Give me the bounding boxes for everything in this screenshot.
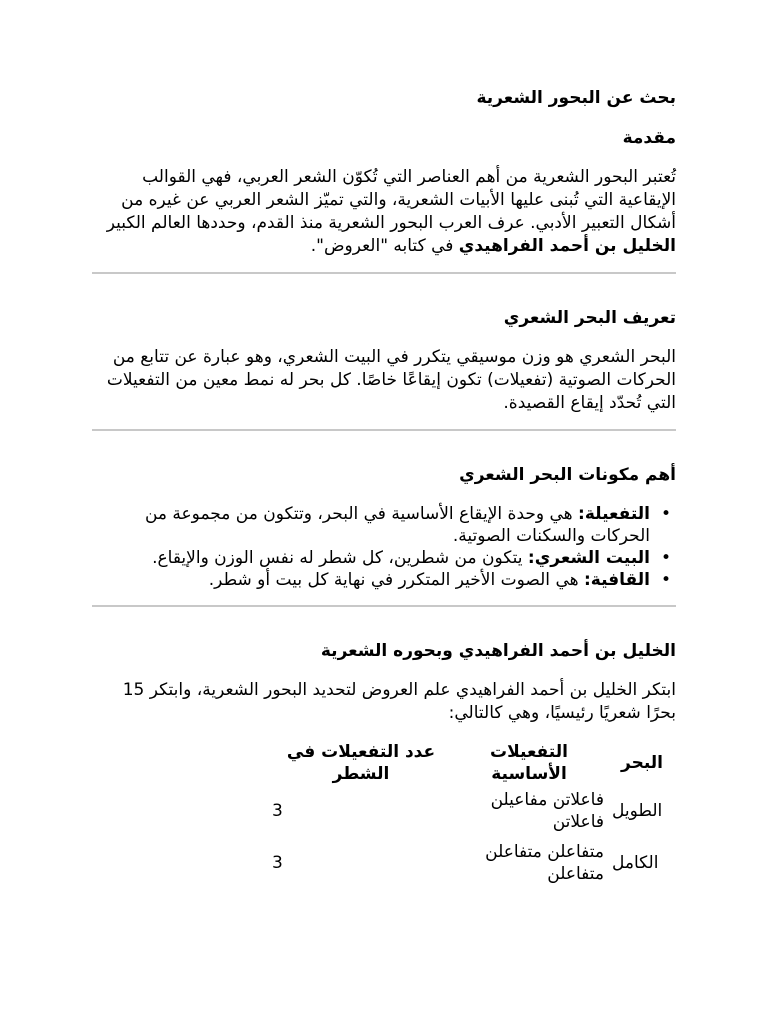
table-header-cell: التفعيلات الأساسية — [490, 742, 568, 784]
intro-text-before: تُعتبر البحور الشعرية من أهم العناصر التي تُكوّن الشعر العربي، فهي القوالب الإيقاعية التي تُبنى عليها الأبيات الشعرية، والتي تميّز الشعر العربي عن غيره من أشكال التعبير الأدبي. عرف العرب البحور الشعرية منذ القدم، وحددها العالم الكبير — [106, 167, 676, 233]
table-header-cell: البحر — [621, 753, 663, 773]
khalil-paragraph: ابتكر الخليل بن أحمد الفراهيدي علم العروض لتحديد البحور الشعرية، وابتكر 15 بحرًا شعريًا رئيسيًا، وهي كالتالي: — [122, 680, 676, 723]
list-item-desc: هي الصوت الأخير المتكرر في نهاية كل بيت أو شطر. — [208, 570, 584, 590]
table-row — [272, 785, 676, 837]
intro-heading: مقدمة — [622, 128, 676, 148]
list-item — [92, 547, 672, 569]
list-item — [92, 569, 672, 591]
components-section — [92, 461, 676, 591]
list-item-desc: يتكون من شطرين، كل شطر له نفس الوزن والإيقاع. — [152, 548, 528, 568]
list-item-term: البيت الشعري: — [527, 548, 650, 568]
table-row — [272, 837, 676, 889]
khalil-section — [92, 637, 676, 889]
components-list — [92, 503, 676, 591]
definition-paragraph: البحر الشعري هو وزن موسيقي يتكرر في البيت الشعري، وهو عبارة عن تتابع من الحركات الصوتية (تفعيلات) تكون إيقاعًا خاصًا. كل بحر له نمط معين من التفعيلات التي تُحدّد إيقاع القصيدة. — [106, 347, 676, 413]
table-header-cell: عدد التفعيلات في الشطر — [286, 742, 436, 784]
divider — [92, 605, 676, 607]
intro-highlight-name: الخليل بن أحمد الفراهيدي — [458, 236, 676, 256]
table-cell-bahr: الطويل — [612, 801, 663, 821]
list-item-term: القافية: — [583, 570, 650, 590]
bahr-table — [272, 741, 676, 889]
components-heading: أهم مكونات البحر الشعري — [459, 465, 676, 485]
definition-heading: تعريف البحر الشعري — [503, 308, 676, 328]
table-cell-tafeelat: فاعلاتن مفاعيلن فاعلاتن — [490, 790, 604, 832]
bullet-icon: • — [660, 504, 672, 524]
list-item — [92, 503, 672, 547]
table-cell-count: 3 — [272, 853, 283, 873]
khalil-heading: الخليل بن أحمد الفراهيدي وبحوره الشعرية — [320, 641, 676, 661]
divider — [92, 429, 676, 431]
intro-text-after: في كتابه "العروض". — [310, 236, 459, 256]
bullet-icon: • — [660, 548, 672, 568]
list-item-term: التفعيلة: — [578, 504, 650, 524]
table-cell-count: 3 — [272, 801, 283, 821]
table-header-row — [272, 741, 676, 785]
document-title: بحث عن البحور الشعرية — [476, 88, 676, 108]
bullet-icon: • — [660, 570, 672, 590]
table-cell-bahr: الكامل — [612, 853, 659, 873]
divider — [92, 272, 676, 274]
list-item-desc: هي وحدة الإيقاع الأساسية في البحر، وتتكون من مجموعة من الحركات والسكنات الصوتية. — [144, 504, 650, 546]
definition-section — [92, 304, 676, 415]
table-cell-tafeelat: متفاعلن متفاعلن متفاعلن — [485, 842, 604, 884]
intro-paragraph — [92, 166, 676, 258]
